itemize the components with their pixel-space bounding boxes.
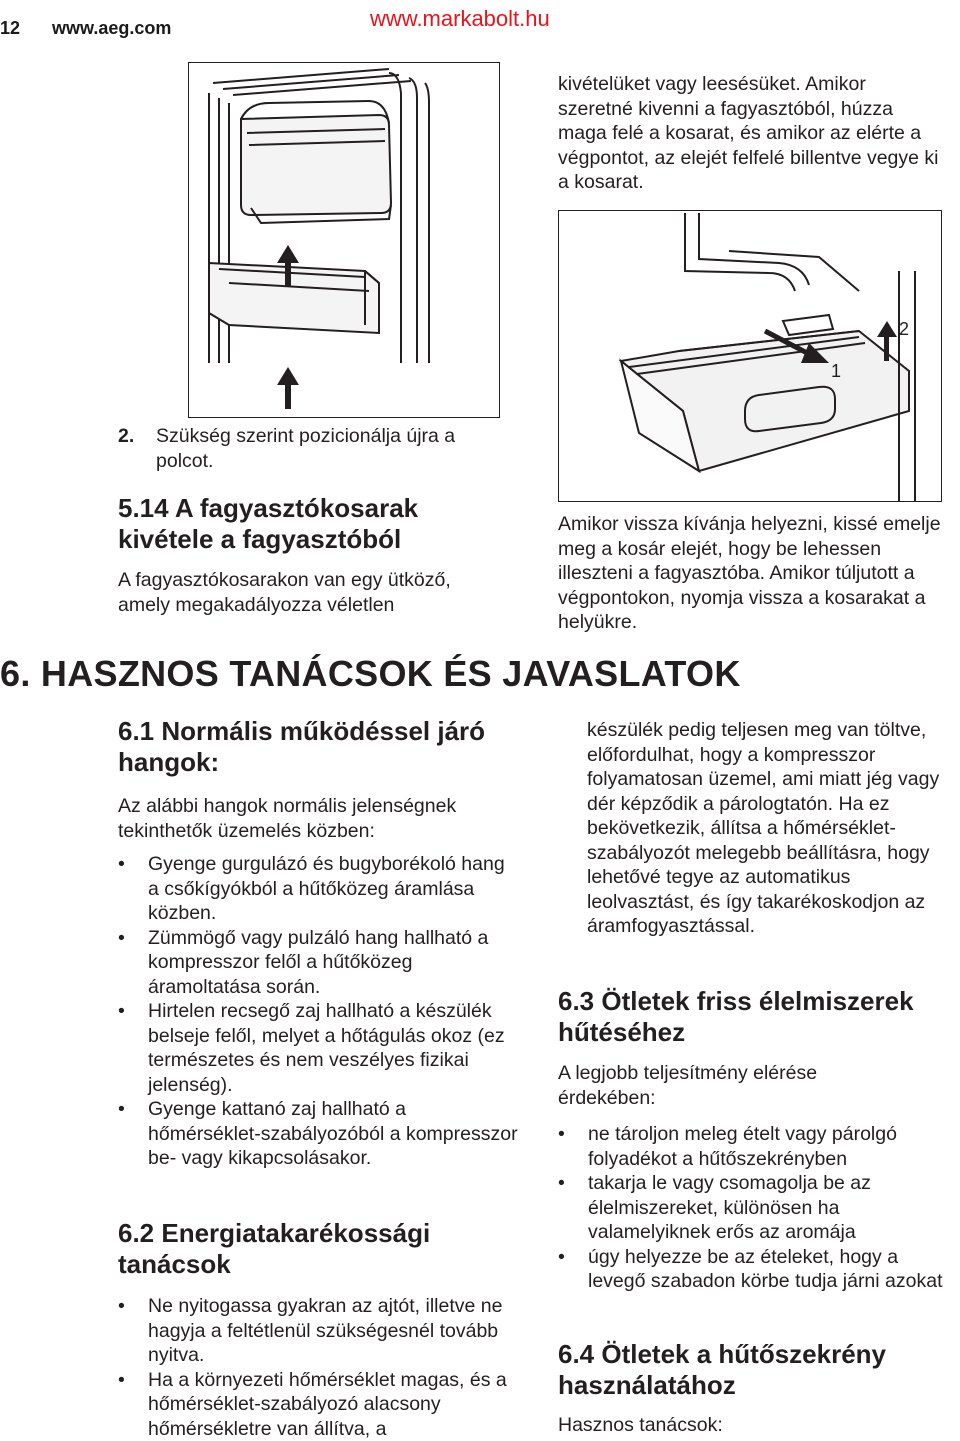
door-shelf-figure: [188, 62, 500, 418]
section-6-1-list: [118, 852, 518, 1171]
basket-removal-text: kivételüket vagy leesésüket. Amikor szeretné kivenni a fagyasztóból, húzza maga felé a kosarat, és amikor az elérte a végpontot, az elejét felfelé billentve vegye ki a kosarat.: [558, 73, 939, 193]
list-item: • Ne nyitogassa gyakran az ajtót, illetve ne hagyja a feltétlenül szükségesnél tovább nyitva.: [118, 1294, 528, 1368]
section-5-14-heading: 5.14 A fagyasztókosarak kivétele a fagyasztóból: [118, 493, 419, 554]
section-6-2-list: [118, 1294, 528, 1441]
section-6-3-intro: A legjobb teljesítmény elérése érdekében:: [558, 1062, 818, 1109]
watermark-url[interactable]: www.markabolt.hu: [370, 6, 550, 31]
section-6-3-heading: 6.3 Ötletek friss élelmiszerek hűtéséhez: [558, 986, 914, 1047]
section-6-2-heading: 6.2 Energiatakarékossági tanácsok: [118, 1218, 431, 1279]
list-item: • Gyenge gurgulázó és bugyborékoló hang a csőkígyókból a hűtőközeg áramlása közben.: [118, 852, 518, 926]
list-item: • ne tároljon meleg ételt vagy párolgó folyadékot a hűtőszekrényben: [558, 1122, 950, 1171]
list-item: • úgy helyezze be az ételeket, hogy a levegő szabadon körbe tudja járni azokat: [558, 1245, 950, 1294]
section-6-4-intro: Hasznos tanácsok:: [558, 1414, 723, 1436]
page-number: 12: [0, 18, 21, 38]
section-6-2-continuation: készülék pedig teljesen meg van töltve, előfordulhat, hogy a kompresszor folyamatosan üzemel, ami miatt jég vagy dér képződik a párologtatón. Ha ez bekövetkezik, állítsa a hőmérséklet-szabályozót melegebb beállításra, hogy lehetővé tegye az automatikus leolvasztást, és így takarékoskodjon az áramfogyasztással.: [587, 719, 940, 937]
label-1: 1: [831, 361, 842, 381]
label-2: 2: [899, 319, 910, 339]
step-2-number: 2.: [118, 425, 135, 447]
list-item: • Zümmögő vagy pulzáló hang hallható a kompresszor felől a hűtőközeg áramoltatása során.: [118, 926, 518, 1000]
list-item: • Ha a környezeti hőmérséklet magas, és a hőmérséklet-szabályozó alacsony hőmérsékletre van állítva, a: [118, 1368, 528, 1441]
list-item: • Gyenge kattanó zaj hallható a hőmérséklet-szabályozóból a kompresszor be- vagy kikapcsolásakor.: [118, 1097, 518, 1171]
basket-insert-text: Amikor vissza kívánja helyezni, kissé emelje meg a kosár elejét, hogy be lehessen illeszteni a fagyasztóba. Amikor túljutott a végpontokon, nyomja vissza a kosarakat a helyükre.: [558, 513, 941, 633]
list-item: • Hirtelen recsegő zaj hallható a készülék belseje felől, melyet a hőtágulás okoz (ez természetes és nem veszélyes fizikai jelenség).: [118, 999, 518, 1097]
section-5-14-text: A fagyasztókosarakon van egy ütköző, amely megakadályozza véletlen: [118, 569, 451, 616]
section-6-4-heading: 6.4 Ötletek a hűtőszekrény használatához: [558, 1339, 887, 1400]
section-6-3-list: [558, 1122, 950, 1294]
step-2-text: Szükség szerint pozicionálja újra a polcot.: [156, 425, 456, 472]
site-url[interactable]: www.aeg.com: [52, 18, 172, 38]
section-6-1-heading: 6.1 Normális működéssel járó hangok:: [118, 716, 486, 777]
list-item: • takarja le vagy csomagolja be az élelmiszereket, különösen ha valamelyiknek erős az aromája: [558, 1171, 950, 1245]
section-6-1-intro: Az alábbi hangok normális jelenségnek tekinthetők üzemelés közben:: [118, 795, 457, 842]
chapter-6-title: 6. HASZNOS TANÁCSOK ÉS JAVASLATOK: [0, 653, 741, 694]
arrow-up-icon: [277, 367, 299, 409]
freezer-basket-figure: [558, 210, 942, 502]
